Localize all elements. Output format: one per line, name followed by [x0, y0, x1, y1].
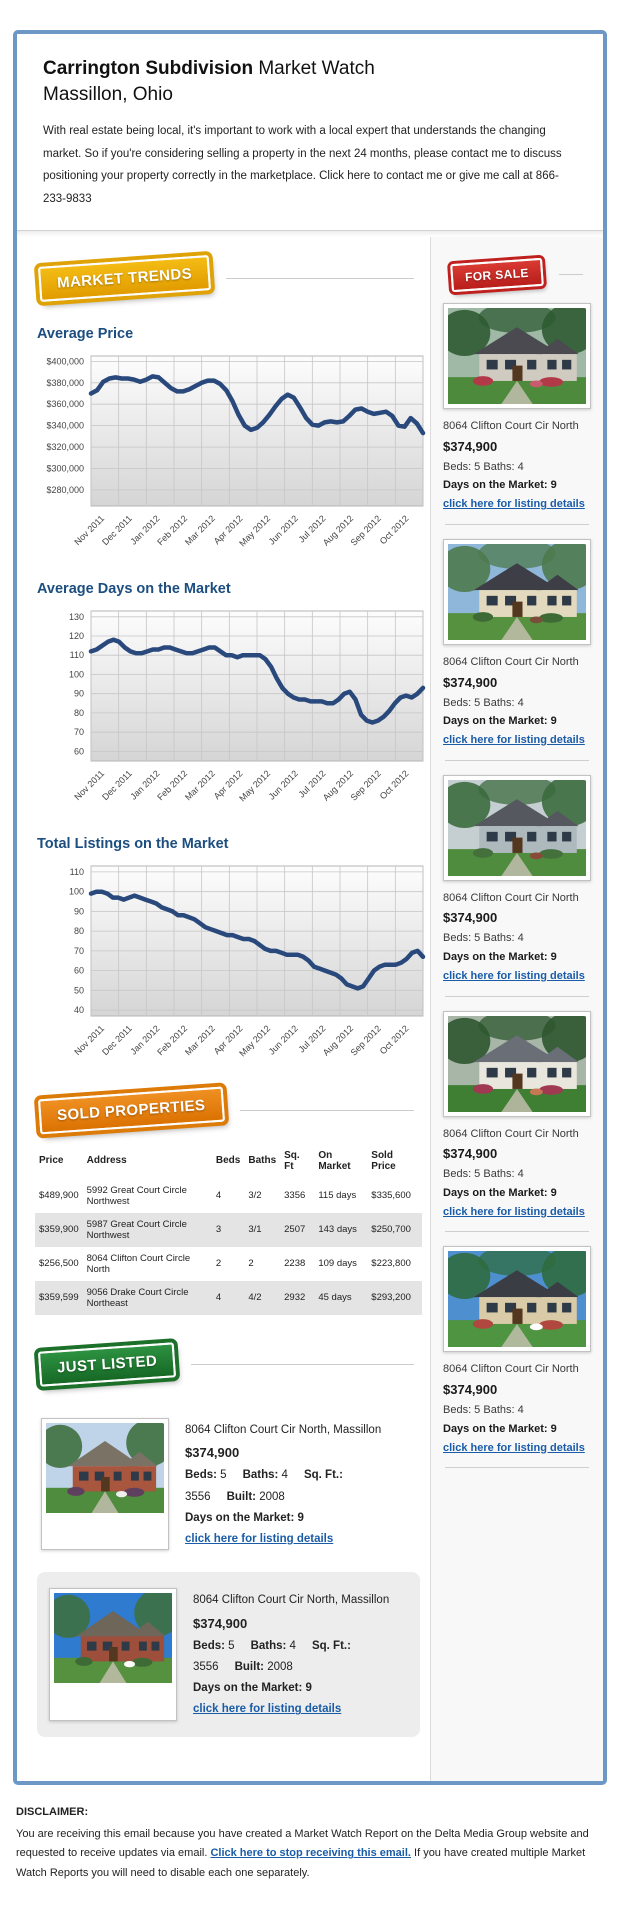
sold-baths-cell: 4/2: [248, 1292, 262, 1304]
listing-price: $374,900: [443, 674, 498, 690]
listing-days-on-market: Days on the Market: 9: [443, 951, 557, 964]
svg-text:Jun 2012: Jun 2012: [266, 768, 300, 802]
sold-soldprice-cell: $293,200: [371, 1292, 411, 1304]
svg-text:70: 70: [73, 727, 84, 738]
sold-onmarket-cell: 115 days: [318, 1190, 357, 1202]
listing-address: 8064 Clifton Court Cir North: [443, 1363, 579, 1376]
svg-text:Jan 2012: Jan 2012: [128, 1023, 162, 1057]
sold-beds-cell: 4: [215, 1190, 222, 1202]
just-listed-info: [193, 1588, 408, 1720]
listing-spec-value: 5: [220, 1469, 227, 1482]
listing-photo[interactable]: [443, 1246, 591, 1352]
report-container: [13, 30, 607, 1785]
listing-spec: [235, 1661, 293, 1673]
listing-address: 8064 Clifton Court Cir North: [443, 891, 579, 904]
sold-onmarket-cell: 143 days: [318, 1224, 357, 1236]
house-photo-illustration: [448, 1251, 586, 1347]
listing-beds-baths: Beds: 5 Baths: 4: [443, 932, 524, 945]
sold-beds-cell: 4: [215, 1292, 222, 1304]
svg-text:Apr 2012: Apr 2012: [211, 1023, 245, 1057]
total-listings-chart: [35, 860, 422, 1075]
sold-table-header-cell: On Market: [318, 1149, 351, 1172]
listing-details-link[interactable]: click here for listing details: [443, 1205, 585, 1218]
svg-text:Oct 2012: Oct 2012: [377, 513, 411, 547]
svg-text:May 2012: May 2012: [237, 1023, 273, 1059]
svg-text:Feb 2012: Feb 2012: [155, 768, 190, 803]
svg-text:Sep 2012: Sep 2012: [348, 1023, 383, 1058]
listing-spec-label: Beds:: [185, 1469, 217, 1482]
sold-price-cell: $359,599: [39, 1292, 79, 1304]
listing-beds-baths: Beds: 5 Baths: 4: [443, 1168, 524, 1181]
listing-spec-value: 2008: [259, 1490, 285, 1503]
listing-details-link[interactable]: click here for listing details: [443, 498, 585, 511]
intro-paragraph: With real estate being local, it's important to work with a local expert that understands the changing market. So if you're considering selling a property in the next 24 months, please contact me to discuss positioning your property correctly in the marketplace. Click here to contact me or give me call at 866-233-9833: [43, 125, 562, 205]
svg-text:Apr 2012: Apr 2012: [211, 513, 245, 547]
sold-price-cell: $256,500: [39, 1258, 79, 1270]
just-listed-info: [185, 1418, 416, 1550]
listing-price: $374,900: [443, 910, 498, 926]
just-listed-item: [37, 1572, 420, 1736]
listing-spec-value: 3556: [193, 1660, 219, 1673]
svg-text:Jan 2012: Jan 2012: [128, 768, 162, 802]
listing-price: $374,900: [185, 1445, 240, 1461]
for-sale-listing-card: [443, 775, 591, 997]
listing-spec: [193, 1640, 235, 1652]
svg-text:90: 90: [73, 688, 84, 699]
svg-text:110: 110: [69, 866, 84, 877]
svg-text:60: 60: [73, 746, 84, 757]
listing-beds-baths: Beds: 5 Baths: 4: [443, 696, 524, 709]
just-listed-badge: JUST LISTED: [38, 1342, 176, 1386]
for-sale-listing-card: [443, 1011, 591, 1233]
listing-photo[interactable]: [443, 1011, 591, 1117]
listing-spec-value: 4: [281, 1469, 288, 1482]
svg-text:Jun 2012: Jun 2012: [266, 513, 300, 547]
chart-svg: [35, 350, 429, 560]
listing-address: 8064 Clifton Court Cir North, Massillon: [185, 1423, 382, 1436]
listing-photo[interactable]: [41, 1418, 169, 1550]
svg-text:Nov 2011: Nov 2011: [72, 768, 107, 803]
just-listed-badge-row: [35, 1337, 422, 1396]
content-area: [17, 237, 603, 1781]
svg-text:Mar 2012: Mar 2012: [182, 1023, 217, 1058]
svg-text:100: 100: [68, 886, 84, 897]
report-header: [17, 34, 603, 230]
svg-text:Dec 2011: Dec 2011: [100, 1023, 134, 1058]
disclaimer-heading: DISCLAIMER:: [16, 1805, 89, 1818]
for-sale-sidebar: [430, 237, 603, 1781]
sold-address-cell: 5992 Great Court Circle Northwest: [86, 1184, 187, 1207]
house-photo-illustration: [448, 308, 586, 404]
sold-baths-cell: 2: [248, 1258, 254, 1270]
svg-text:Jan 2012: Jan 2012: [128, 513, 162, 547]
svg-text:$360,000: $360,000: [46, 399, 84, 410]
listing-beds-baths: Beds: 5 Baths: 4: [443, 460, 524, 473]
house-photo-illustration: [54, 1593, 172, 1683]
sold-table-header: [35, 1146, 422, 1179]
listing-spec-label: Built:: [226, 1490, 256, 1503]
svg-text:Jul 2012: Jul 2012: [296, 768, 328, 800]
sold-sqft-cell: 2238: [284, 1258, 306, 1270]
page-title-city: Massillon, Ohio: [43, 83, 173, 105]
chart-title-total-listings: Total Listings on the Market: [37, 835, 229, 852]
svg-text:Aug 2012: Aug 2012: [320, 768, 356, 803]
listing-spec: [185, 1469, 227, 1481]
listing-spec: [227, 1491, 285, 1503]
listing-specs: [193, 1636, 408, 1679]
svg-text:Feb 2012: Feb 2012: [155, 1023, 190, 1058]
listing-specs: [185, 1465, 416, 1508]
average-days-chart: [35, 605, 422, 820]
listing-divider: [445, 996, 589, 997]
listing-address: 8064 Clifton Court Cir North: [443, 419, 579, 432]
listing-spec-label: Beds:: [193, 1639, 225, 1652]
listing-days-on-market: Days on the Market: 9: [193, 1682, 312, 1695]
svg-text:80: 80: [73, 707, 84, 718]
sold-soldprice-cell: $223,800: [371, 1258, 411, 1270]
listing-days-on-market: Days on the Market: 9: [443, 715, 557, 728]
listing-details-link[interactable]: click here for listing details: [185, 1533, 334, 1546]
just-listed-item: [37, 1414, 420, 1554]
sold-beds-cell: 2: [215, 1258, 222, 1270]
sold-table-row: [35, 1247, 422, 1281]
sold-table-header-cell: Sq. Ft: [284, 1149, 300, 1172]
disclaimer-text-after: If you have created multiple Market Watch Reports you will need to disable each one separately.: [16, 1847, 586, 1880]
chart-svg: [35, 605, 429, 815]
svg-text:Feb 2012: Feb 2012: [155, 513, 190, 548]
sold-table-row: [35, 1213, 422, 1247]
listing-divider: [445, 1231, 589, 1232]
for-sale-listing-card: [443, 1246, 591, 1468]
just-listed-list: [35, 1414, 422, 1737]
house-photo-illustration: [448, 544, 586, 640]
sold-sqft-cell: 2932: [284, 1292, 306, 1304]
svg-text:$300,000: $300,000: [46, 463, 84, 474]
svg-text:Jul 2012: Jul 2012: [296, 1023, 328, 1055]
svg-text:130: 130: [68, 611, 84, 622]
market-trends-badge: MARKET TRENDS: [38, 255, 211, 302]
chart-title-average-price: Average Price: [37, 325, 134, 342]
for-sale-listing-card: [443, 303, 591, 525]
listing-days-on-market: Days on the Market: 9: [443, 1422, 557, 1435]
market-trends-rule: [226, 278, 414, 279]
svg-text:$320,000: $320,000: [46, 442, 84, 453]
house-photo-illustration: [448, 780, 586, 876]
listing-days-on-market: Days on the Market: 9: [185, 1511, 304, 1524]
listing-days-on-market: Days on the Market: 9: [443, 479, 557, 492]
listing-spec-value: 3556: [185, 1490, 211, 1503]
listing-spec-label: Sq. Ft.:: [311, 1639, 351, 1652]
page-title-subdivision: Carrington Subdivision: [43, 58, 254, 79]
sold-properties-badge: SOLD PROPERTIES: [38, 1087, 225, 1135]
svg-text:110: 110: [69, 650, 84, 661]
svg-text:Jun 2012: Jun 2012: [266, 1023, 300, 1057]
for-sale-badge: FOR SALE: [450, 258, 544, 292]
listing-spec-value: 5: [228, 1639, 235, 1652]
sold-table-header-cell: Beds: [215, 1155, 241, 1167]
svg-text:Aug 2012: Aug 2012: [320, 513, 356, 548]
listing-spec-value: 4: [289, 1639, 296, 1652]
sold-soldprice-cell: $250,700: [371, 1224, 411, 1236]
svg-text:Mar 2012: Mar 2012: [182, 513, 217, 548]
unsubscribe-link[interactable]: Click here to stop receiving this email.: [210, 1847, 411, 1860]
page-title-suffix: Market Watch: [253, 58, 375, 79]
page-title: [43, 56, 577, 107]
sold-table-row: [35, 1179, 422, 1213]
svg-text:50: 50: [73, 985, 84, 996]
listing-address: 8064 Clifton Court Cir North: [443, 655, 579, 668]
listing-spec: [243, 1469, 288, 1481]
average-price-chart: [35, 350, 422, 565]
for-sale-listing-card: [443, 539, 591, 761]
svg-text:90: 90: [73, 906, 84, 917]
svg-text:Aug 2012: Aug 2012: [320, 1023, 356, 1058]
listing-details-link[interactable]: click here for listing details: [193, 1703, 342, 1716]
sold-price-cell: $359,900: [39, 1224, 79, 1236]
sold-table-header-cell: Address: [86, 1155, 127, 1167]
listing-spec-value: 2008: [267, 1660, 293, 1673]
listing-address: 8064 Clifton Court Cir North: [443, 1127, 579, 1140]
sold-properties-table: [35, 1146, 422, 1315]
sold-baths-cell: 3/1: [248, 1224, 262, 1236]
sold-sqft-cell: 3356: [284, 1190, 306, 1202]
svg-text:100: 100: [68, 669, 84, 680]
svg-text:Dec 2011: Dec 2011: [100, 768, 134, 803]
sold-table-header-row: [35, 1146, 422, 1179]
sold-properties-badge-row: [35, 1083, 422, 1142]
disclaimer-section: [0, 1785, 620, 1906]
sold-table-row: [35, 1281, 422, 1315]
listing-details-link[interactable]: click here for listing details: [443, 1441, 585, 1454]
svg-text:40: 40: [73, 1005, 84, 1016]
svg-text:Nov 2011: Nov 2011: [72, 1023, 107, 1058]
sold-price-cell: $489,900: [39, 1190, 79, 1202]
house-photo-illustration: [448, 1016, 586, 1112]
svg-text:Dec 2011: Dec 2011: [100, 513, 134, 548]
sold-table-header-cell: Baths: [248, 1155, 277, 1167]
header-divider: [17, 230, 603, 237]
listing-photo[interactable]: [443, 775, 591, 881]
sold-address-cell: 8064 Clifton Court Circle North: [86, 1252, 191, 1275]
listing-photo[interactable]: [443, 303, 591, 409]
listing-beds-baths: Beds: 5 Baths: 4: [443, 1404, 524, 1417]
svg-text:120: 120: [68, 630, 84, 641]
listing-divider: [445, 760, 589, 761]
listing-price: $374,900: [443, 1382, 498, 1398]
listing-divider: [445, 1467, 589, 1468]
svg-text:Apr 2012: Apr 2012: [211, 768, 245, 802]
svg-text:Oct 2012: Oct 2012: [377, 768, 411, 802]
listing-price: $374,900: [443, 1146, 498, 1162]
svg-text:May 2012: May 2012: [237, 513, 273, 549]
svg-text:$400,000: $400,000: [46, 356, 84, 367]
listing-photo[interactable]: [49, 1588, 177, 1720]
listing-spec-label: Baths:: [242, 1469, 279, 1482]
sold-onmarket-cell: 45 days: [318, 1292, 352, 1304]
listing-details-link[interactable]: click here for listing details: [443, 733, 585, 746]
svg-text:$280,000: $280,000: [46, 484, 84, 495]
svg-text:Mar 2012: Mar 2012: [182, 768, 217, 803]
for-sale-rule: [559, 274, 583, 275]
house-photo-illustration: [46, 1423, 164, 1513]
svg-text:Sep 2012: Sep 2012: [348, 768, 383, 803]
sold-onmarket-cell: 109 days: [318, 1258, 357, 1270]
svg-text:$380,000: $380,000: [46, 377, 84, 388]
sold-address-cell: 9056 Drake Court Circle Northeast: [86, 1286, 189, 1309]
listing-divider: [445, 524, 589, 525]
chart-svg: [35, 860, 429, 1070]
disclaimer-text: [16, 1825, 604, 1884]
sold-baths-cell: 3/2: [248, 1190, 262, 1202]
listing-address: 8064 Clifton Court Cir North, Massillon: [193, 1594, 390, 1607]
listing-spec: [251, 1640, 296, 1652]
svg-text:$340,000: $340,000: [46, 420, 84, 431]
svg-text:70: 70: [73, 945, 84, 956]
listing-price: $374,900: [443, 438, 498, 454]
listing-spec-label: Baths:: [250, 1639, 287, 1652]
sold-beds-cell: 3: [215, 1224, 222, 1236]
listing-spec-label: Sq. Ft.:: [303, 1469, 343, 1482]
listing-details-link[interactable]: click here for listing details: [443, 969, 585, 982]
main-column: [17, 237, 430, 1781]
svg-text:Jul 2012: Jul 2012: [296, 513, 328, 545]
sold-table-body: [35, 1179, 422, 1315]
market-trends-badge-row: [35, 251, 422, 310]
svg-text:60: 60: [73, 965, 84, 976]
sold-properties-rule: [240, 1110, 414, 1111]
for-sale-listings: [443, 303, 591, 1468]
sold-table-header-cell: Price: [39, 1155, 64, 1167]
for-sale-badge-row: [443, 251, 591, 303]
chart-title-average-days: Average Days on the Market: [37, 580, 231, 597]
sold-soldprice-cell: $335,600: [371, 1190, 411, 1202]
sold-table-header-cell: Sold Price: [371, 1149, 396, 1172]
svg-text:Oct 2012: Oct 2012: [377, 1023, 411, 1057]
sold-sqft-cell: 2507: [284, 1224, 306, 1236]
sold-address-cell: 5987 Great Court Circle Northwest: [86, 1218, 187, 1241]
listing-spec-label: Built:: [234, 1660, 264, 1673]
svg-text:Sep 2012: Sep 2012: [348, 513, 383, 548]
svg-text:May 2012: May 2012: [237, 768, 273, 804]
listing-days-on-market: Days on the Market: 9: [443, 1186, 557, 1199]
listing-photo[interactable]: [443, 539, 591, 645]
svg-text:Nov 2011: Nov 2011: [72, 513, 107, 548]
just-listed-rule: [191, 1364, 414, 1365]
disclaimer-text-before: You are receiving this email because you have created a Market Watch Report on the Delta Media Group website and requested to receive updates via email.: [16, 1827, 589, 1860]
listing-price: $374,900: [193, 1615, 248, 1631]
svg-text:80: 80: [73, 926, 84, 937]
